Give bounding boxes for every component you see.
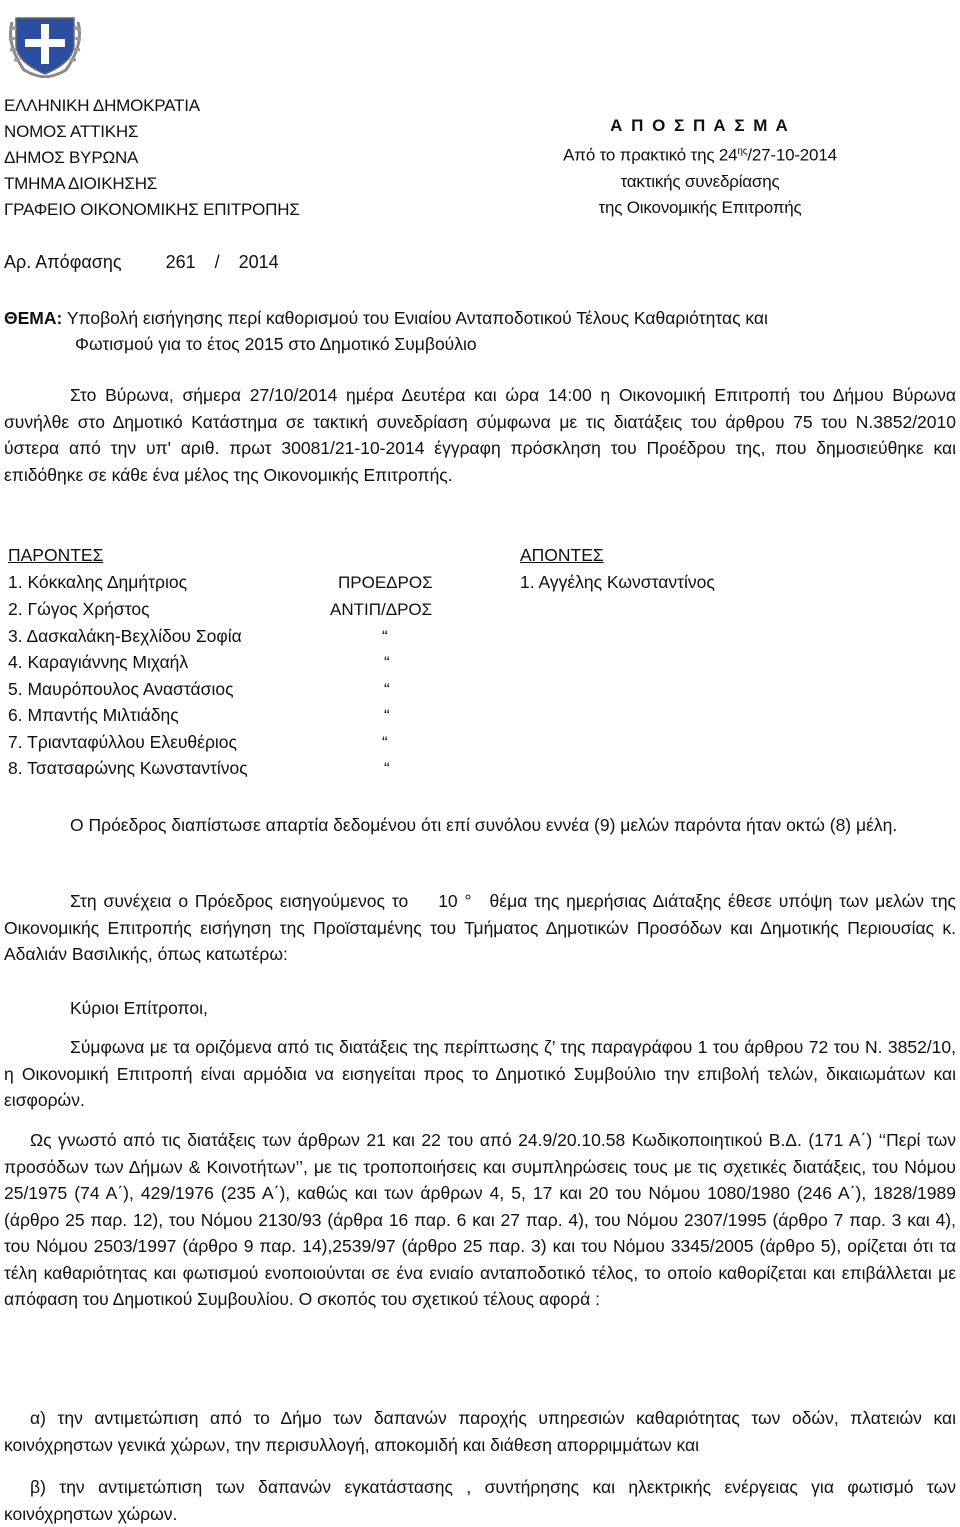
member-role: “ [382,733,388,752]
quorum-paragraph: Ο Πρόεδρος διαπίστωσε απαρτία δεδομένου ότι επί συνόλου εννέα (9) μελών παρόντα ήταν οκτώ (8) μέλη. [70,815,898,835]
present-member: 6. Μπαντής Μιλτιάδης [8,705,179,725]
agenda-degree: ° [464,891,472,911]
member-role: ΠΡΟΕΔΡΟΣ [338,573,433,592]
present-member: 2. Γώγος Χρήστος [8,599,150,619]
extract-title: Α Π Ο Σ Π Α Σ Μ Α [610,116,790,135]
intro-paragraph: Στο Βύρωνα, σήμερα 27/10/2014 ημέρα Δευτέρα και ώρα 14:00 η Οικονομική Επιτροπή του Δήμου Βύρωνα συνήλθε στο Δημοτικό Κατάστημα σε τακτική συνεδρίαση σύμφωνα με τις διατάξεις του άρθρου 75 του Ν.3852/2010 ύστερα από την υπ' αριθ. πρωτ 30081/21-10-2014 έγγραφη πρόσκληση του Προέδρου της, που δημοσιεύθηκε και επιδόθηκε σε κάθε ένα μέλος της Οικονομικής Επιτροπής. [4,385,956,485]
subject [4,305,956,357]
decision-value: 261 / 2014 [165,252,279,272]
committee-name: της Οικονομικής Επιτροπής [598,197,802,217]
coat-of-arms-icon [6,4,84,78]
member-role: ΑΝΤΙΠ/ΔΡΟΣ [330,600,433,619]
header-line-office: ΓΡΑΦΕΙΟ ΟΙΚΟΝΟΜΙΚΗΣ ΕΠΙΤΡΟΠΗΣ [4,200,300,219]
session-type: τακτικής συνεδρίασης [620,171,780,191]
present-member: 7. Τριανταφύλλου Ελευθέριος [8,732,237,752]
header-line-department: ΤΜΗΜΑ ΔΙΟΙΚΗΣΗΣ [4,174,158,193]
agenda-text: θέμα της ημερήσιας Διάταξης έθεσε υπόψη των μελών της Οικονομικής Επιτροπής εισήγηση της Προϊσταμένης του Τμήματος Δημοτικών Προσόδων και Δημοτικής Περιουσίας κ. Αδαλιάν Βασιλικής, όπως κατωτέρω: [4,891,956,964]
member-role: “ [384,706,390,725]
issuing-authority [4,93,384,223]
competence-paragraph: Σύμφωνα με τα οριζόμενα από τις διατάξεις της περίπτωσης ζ’ της παραγράφου 1 του άρθρου 72 του Ν. 3852/10, η Οικονομική Επιτροπή είναι αρμόδια να εισηγείται προς το Δημοτικό Συμβούλιο την επιβολή τελών, δικαιωμάτων και εισφορών. [4,1037,956,1110]
present-member: 5. Μαυρόπουλος Αναστάσιος [8,679,234,699]
purpose-a: α) την αντιμετώπιση από το Δήμο των δαπανών παροχής υπηρεσιών καθαριότητας των οδών, πλατειών και κοινόχρηστων γενικά χώρων, την περισυλλογή, αποκομιδή και διάθεση απορριμμάτων και [4,1408,956,1455]
header-line-municipality: ΔΗΜΟΣ ΒΥΡΩΝΑ [4,148,139,167]
header-line-prefecture: ΝΟΜΟΣ ΑΤΤΙΚΗΣ [4,122,139,141]
member-role: “ [384,680,390,699]
present-member: 1. Κόκκαλης Δημήτριος [8,572,188,592]
present-heading: ΠΑΡΟΝΤΕΣ [8,545,104,565]
subject-line-1: Υποβολή εισήγησης περί καθορισμού του Ενιαίου Ανταποδοτικού Τέλους Καθαριότητας και [66,308,768,328]
salutation: Κύριοι Επίτροποι, [70,998,208,1018]
present-member: 4. Καραγιάννης Μιχαήλ [8,652,189,672]
member-role: “ [382,627,388,646]
decision-label: Αρ. Απόφασης [4,252,122,272]
purpose-b: β) την αντιμετώπιση των δαπανών εγκατάστασης , συντήρησης και ηλεκτρικής ενέργειας για φωτισμό των κοινόχρηστων χώρων. [4,1477,956,1524]
decision-number [4,252,279,273]
extract-header [490,113,910,221]
present-member: 8. Τσατσαρώνης Κωνσταντίνος [8,758,248,778]
minutes-reference [490,139,910,169]
subject-line-2: Φωτισμού για το έτος 2015 στο Δημοτικό Συμβούλιο [75,334,477,354]
minutes-date: /27-10-2014 [747,145,837,165]
absent-heading: ΑΠΟΝΤΕΣ [520,545,604,565]
minutes-sup: ης [737,146,748,157]
member-role: “ [384,653,390,672]
header-line-republic: ΕΛΛΗΝΙΚΗ ΔΗΜΟΚΡΑΤΙΑ [4,96,200,115]
agenda-intro: Στη συνέχεια ο Πρόεδρος εισηγούμενος το [70,891,409,911]
agenda-item-number: 10 [438,891,458,911]
subject-label: ΘΕΜΑ: [4,308,63,328]
absent-member: 1. Αγγέλης Κωνσταντίνος [520,572,715,592]
legal-basis-paragraph: Ως γνωστό από τις διατάξεις των άρθρων 21 και 22 του από 24.9/20.10.58 Κωδικοποιητικού Β.Δ. (171 Α΄) ‘‘Περί των προσόδων των Δήμων & Κοινοτήτων’’, με τις τροποποιήσεις και συμπληρώσεις τους με τις σχετικές διατάξεις, του Νόμου 25/1975 (74 Α΄), 429/1976 (235 Α΄), καθώς και των άρθρων 4, 5, 17 και 20 του Νόμου 1080/1980 (246 Α΄), 1828/1989 (άρθρο 25 παρ. 12), του Νόμου 2130/93 (άρθρα 16 παρ. 6 και 27 παρ. 4), του Νόμου 2307/1995 (άρθρο 7 παρ. 3 και 4), του Νόμου 2503/1997 (άρθρο 9 παρ. 14),2539/97 (άρθρο 25 παρ. 3) και του Νόμου 3345/2005 (άρθρο 5), ορίζεται ότι τα τέλη καθαριότητας και φωτισμού ενοποιούνται σε ένα ενιαίο ανταποδοτικό τέλος, το οποίο καθορίζεται και επιβάλλεται με απόφαση του Δημοτικού Συμβουλίου. Ο σκοπός του σχετικού τέλους αφορά : [4,1130,956,1309]
minutes-prefix: Από το πρακτικό της 24 [563,145,738,165]
agenda-paragraph [4,888,956,968]
member-role: “ [384,759,390,778]
present-member: 3. Δασκαλάκη-Βεχλίδου Σοφία [8,626,242,646]
